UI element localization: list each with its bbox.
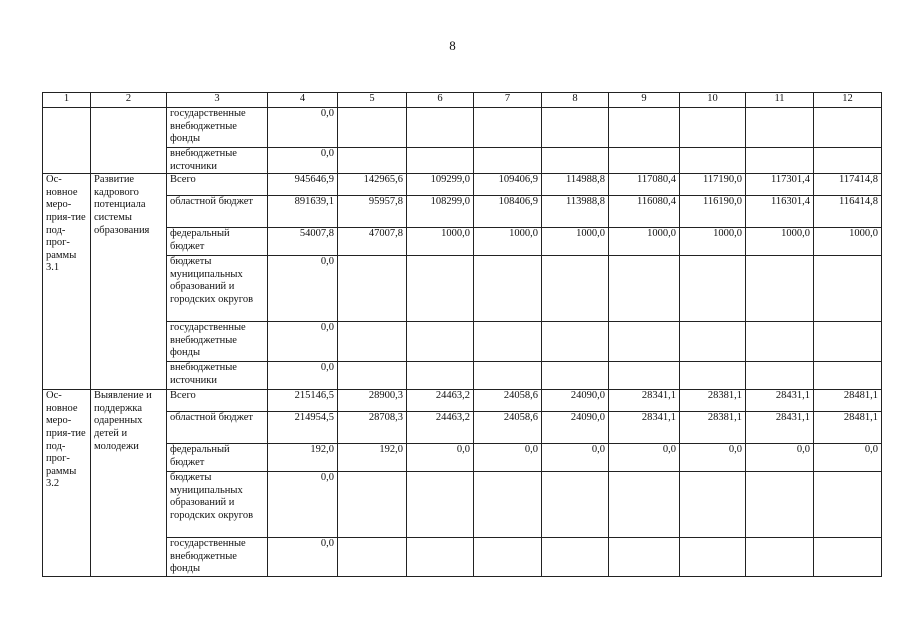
table-row — [43, 390, 882, 412]
table-row — [43, 362, 882, 390]
column-header: 4 — [268, 93, 338, 108]
funding-source-cell: государственные внебюджетные фонды — [167, 322, 268, 362]
value-cell: 117414,8 — [814, 174, 882, 196]
value-cell — [814, 362, 882, 390]
value-cell: 0,0 — [814, 444, 882, 472]
value-cell: 113988,8 — [542, 196, 609, 228]
value-cell — [814, 256, 882, 322]
value-cell — [542, 256, 609, 322]
value-cell — [609, 256, 680, 322]
funding-source-cell: внебюджетные источники — [167, 148, 268, 174]
table-body — [43, 108, 882, 577]
value-cell — [680, 256, 746, 322]
value-cell: 28900,3 — [338, 390, 407, 412]
funding-source-cell: областной бюджет — [167, 412, 268, 444]
value-cell — [680, 538, 746, 577]
value-cell: 117301,4 — [746, 174, 814, 196]
value-cell: 24090,0 — [542, 390, 609, 412]
value-cell — [407, 538, 474, 577]
value-cell — [814, 148, 882, 174]
value-cell: 28431,1 — [746, 390, 814, 412]
table-row — [43, 148, 882, 174]
value-cell: 54007,8 — [268, 228, 338, 256]
value-cell — [609, 322, 680, 362]
column-header: 1 — [43, 93, 91, 108]
funding-source-cell: Всего — [167, 174, 268, 196]
value-cell: 116080,4 — [609, 196, 680, 228]
value-cell: 117080,4 — [609, 174, 680, 196]
value-cell: 142965,6 — [338, 174, 407, 196]
table-row — [43, 228, 882, 256]
value-cell: 0,0 — [609, 444, 680, 472]
value-cell: 116301,4 — [746, 196, 814, 228]
funding-source-cell: государственные внебюджетные фонды — [167, 108, 268, 148]
value-cell — [814, 538, 882, 577]
value-cell: 117190,0 — [680, 174, 746, 196]
value-cell: 114988,8 — [542, 174, 609, 196]
value-cell: 891639,1 — [268, 196, 338, 228]
funding-source-cell: бюджеты муниципальных образований и городских округов — [167, 472, 268, 538]
value-cell — [609, 148, 680, 174]
table-row — [43, 256, 882, 322]
value-cell: 214954,5 — [268, 412, 338, 444]
value-cell: 24058,6 — [474, 390, 542, 412]
value-cell: 0,0 — [268, 322, 338, 362]
value-cell: 109299,0 — [407, 174, 474, 196]
column-header: 5 — [338, 93, 407, 108]
measure-title-cell: Выявление и поддержка одаренных детей и молодежи — [91, 390, 167, 577]
value-cell: 95957,8 — [338, 196, 407, 228]
value-cell: 28481,1 — [814, 412, 882, 444]
value-cell: 1000,0 — [474, 228, 542, 256]
value-cell: 0,0 — [268, 108, 338, 148]
value-cell — [746, 148, 814, 174]
value-cell — [680, 148, 746, 174]
column-header: 6 — [407, 93, 474, 108]
value-cell — [746, 322, 814, 362]
value-cell — [474, 472, 542, 538]
value-cell: 1000,0 — [542, 228, 609, 256]
measure-cell: Ос-новное меро-прия-тие под-прог-раммы 3.2 — [43, 390, 91, 577]
value-cell — [338, 472, 407, 538]
value-cell — [814, 108, 882, 148]
value-cell: 1000,0 — [609, 228, 680, 256]
value-cell: 0,0 — [268, 256, 338, 322]
funding-source-cell: областной бюджет — [167, 196, 268, 228]
value-cell: 24463,2 — [407, 390, 474, 412]
value-cell: 28431,1 — [746, 412, 814, 444]
value-cell — [474, 256, 542, 322]
value-cell — [407, 472, 474, 538]
column-header: 7 — [474, 93, 542, 108]
value-cell: 0,0 — [474, 444, 542, 472]
value-cell — [746, 472, 814, 538]
value-cell — [746, 256, 814, 322]
page-number: 8 — [449, 38, 456, 53]
value-cell — [680, 472, 746, 538]
table-row — [43, 108, 882, 148]
column-header: 8 — [542, 93, 609, 108]
value-cell — [746, 538, 814, 577]
table-row — [43, 444, 882, 472]
value-cell — [542, 472, 609, 538]
table-row — [43, 472, 882, 538]
value-cell — [338, 256, 407, 322]
value-cell: 28341,1 — [609, 390, 680, 412]
header-row — [43, 93, 882, 108]
value-cell — [338, 362, 407, 390]
funding-source-cell: государственные внебюджетные фонды — [167, 538, 268, 577]
budget-table — [42, 92, 882, 577]
value-cell — [407, 256, 474, 322]
value-cell — [474, 538, 542, 577]
value-cell — [474, 362, 542, 390]
value-cell — [474, 108, 542, 148]
funding-source-cell: Всего — [167, 390, 268, 412]
measure-cell — [43, 108, 91, 174]
value-cell — [746, 362, 814, 390]
value-cell: 109406,9 — [474, 174, 542, 196]
value-cell — [814, 322, 882, 362]
column-header: 9 — [609, 93, 680, 108]
value-cell — [680, 108, 746, 148]
value-cell: 28341,1 — [609, 412, 680, 444]
value-cell: 1000,0 — [680, 228, 746, 256]
table-row — [43, 538, 882, 577]
value-cell — [542, 108, 609, 148]
value-cell: 945646,9 — [268, 174, 338, 196]
funding-source-cell: внебюджетные источники — [167, 362, 268, 390]
value-cell: 0,0 — [268, 538, 338, 577]
value-cell: 24090,0 — [542, 412, 609, 444]
value-cell: 24463,2 — [407, 412, 474, 444]
column-header: 3 — [167, 93, 268, 108]
value-cell: 1000,0 — [814, 228, 882, 256]
value-cell — [542, 322, 609, 362]
measure-title-cell — [91, 108, 167, 174]
value-cell: 24058,6 — [474, 412, 542, 444]
value-cell — [814, 472, 882, 538]
value-cell — [338, 538, 407, 577]
value-cell — [746, 108, 814, 148]
value-cell: 47007,8 — [338, 228, 407, 256]
table-row — [43, 196, 882, 228]
value-cell: 0,0 — [746, 444, 814, 472]
value-cell: 215146,5 — [268, 390, 338, 412]
value-cell: 28381,1 — [680, 412, 746, 444]
value-cell: 0,0 — [542, 444, 609, 472]
value-cell — [474, 322, 542, 362]
value-cell — [407, 362, 474, 390]
table-row — [43, 322, 882, 362]
column-header: 2 — [91, 93, 167, 108]
value-cell: 1000,0 — [407, 228, 474, 256]
value-cell — [680, 322, 746, 362]
column-header: 10 — [680, 93, 746, 108]
value-cell: 28481,1 — [814, 390, 882, 412]
value-cell: 116190,0 — [680, 196, 746, 228]
value-cell — [542, 538, 609, 577]
value-cell — [338, 322, 407, 362]
value-cell — [542, 148, 609, 174]
value-cell — [338, 108, 407, 148]
table-row — [43, 174, 882, 196]
value-cell: 192,0 — [268, 444, 338, 472]
value-cell — [542, 362, 609, 390]
value-cell — [407, 148, 474, 174]
value-cell — [338, 148, 407, 174]
measure-title-cell: Развитие кадрового потенциала системы образования — [91, 174, 167, 390]
value-cell: 0,0 — [680, 444, 746, 472]
value-cell: 1000,0 — [746, 228, 814, 256]
funding-source-cell: федеральный бюджет — [167, 444, 268, 472]
value-cell — [609, 472, 680, 538]
value-cell: 116414,8 — [814, 196, 882, 228]
value-cell — [680, 362, 746, 390]
measure-cell: Ос-новное меро-прия-тие под-прог-раммы 3.1 — [43, 174, 91, 390]
value-cell: 28708,3 — [338, 412, 407, 444]
value-cell: 0,0 — [268, 472, 338, 538]
value-cell: 108299,0 — [407, 196, 474, 228]
value-cell — [407, 108, 474, 148]
funding-source-cell: федеральный бюджет — [167, 228, 268, 256]
column-header: 12 — [814, 93, 882, 108]
value-cell: 0,0 — [407, 444, 474, 472]
value-cell — [609, 538, 680, 577]
value-cell: 28381,1 — [680, 390, 746, 412]
value-cell — [609, 108, 680, 148]
value-cell: 0,0 — [268, 148, 338, 174]
value-cell: 192,0 — [338, 444, 407, 472]
column-header: 11 — [746, 93, 814, 108]
funding-source-cell: бюджеты муниципальных образований и городских округов — [167, 256, 268, 322]
value-cell: 0,0 — [268, 362, 338, 390]
value-cell — [407, 322, 474, 362]
value-cell: 108406,9 — [474, 196, 542, 228]
value-cell — [474, 148, 542, 174]
table-row — [43, 412, 882, 444]
value-cell — [609, 362, 680, 390]
